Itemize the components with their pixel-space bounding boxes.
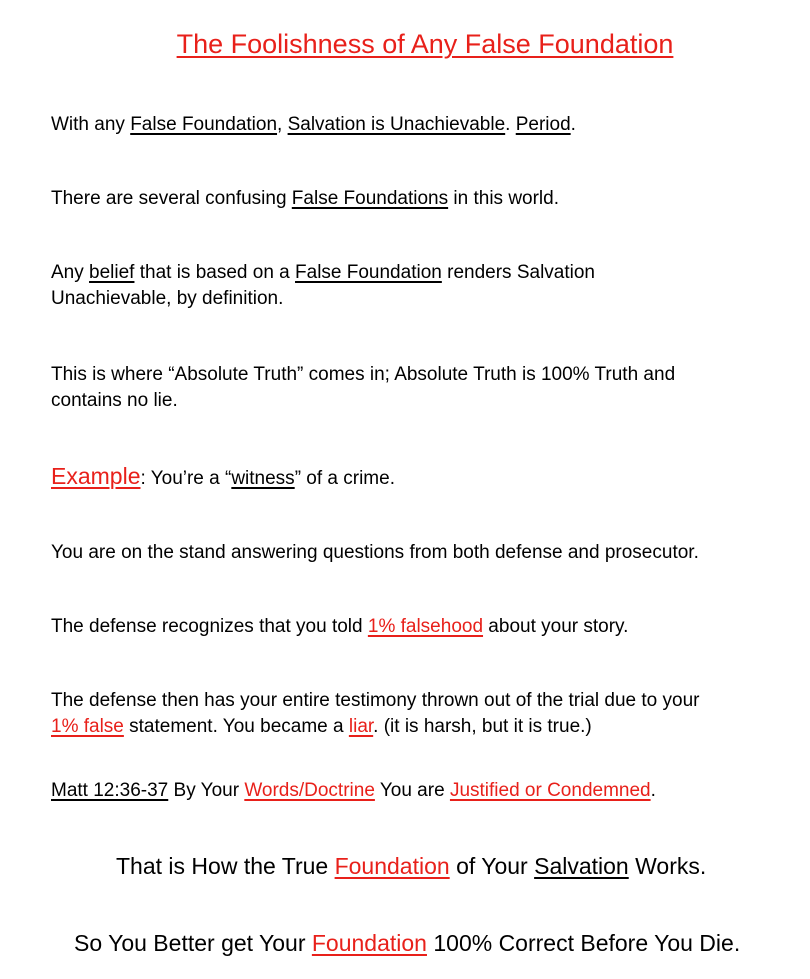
text-run: Any: [51, 262, 90, 283]
text-run: Works.: [628, 853, 707, 879]
red-underlined-phrase: liar: [348, 716, 374, 737]
text-run: By Your: [168, 780, 245, 801]
underlined-phrase: False Foundations: [291, 188, 449, 209]
page-title: The Foolishness of Any False Foundation: [176, 29, 674, 59]
underlined-phrase: Period: [515, 114, 571, 135]
text-run: renders Salvation: [441, 262, 595, 283]
text-run: .: [505, 114, 516, 135]
red-underlined-phrase: Foundation: [311, 930, 427, 956]
text-run: .: [570, 114, 576, 135]
paragraph-4: [51, 362, 675, 414]
text-run: Unachievable, by definition.: [51, 288, 284, 309]
text-run: You are: [374, 780, 450, 801]
paragraph-3: [51, 260, 595, 312]
text-run: The defense then has your entire testimony thrown out of the trial due to your: [51, 690, 700, 711]
paragraph-1: [51, 112, 576, 138]
paragraph-6: You are on the stand answering questions from both defense and prosecutor.: [51, 542, 699, 563]
red-underlined-phrase: Words/Doctrine: [244, 780, 375, 801]
underlined-phrase: False Foundation: [130, 114, 278, 135]
text-run: There are several confusing: [51, 188, 292, 209]
red-underlined-phrase: Foundation: [334, 853, 450, 879]
paragraph-11: [74, 930, 740, 957]
paragraph-8: [51, 688, 700, 740]
text-run: 100% Correct Before You Die.: [426, 930, 741, 956]
paragraph-9: [51, 778, 656, 804]
red-underlined-phrase: 1% falsehood: [367, 616, 484, 637]
text-run: That is How the True: [116, 853, 335, 879]
paragraph-10: [116, 853, 706, 880]
text-run: This is where “Absolute Truth” comes in; Absolute Truth is 100% Truth and: [51, 364, 676, 385]
text-run: . (it is harsh, but it is true.): [373, 716, 592, 737]
text-run: With any: [51, 114, 131, 135]
text-run: of Your: [449, 853, 535, 879]
red-underlined-phrase: 1% false: [51, 716, 124, 737]
underlined-phrase: Salvation: [534, 853, 629, 879]
text-run: .: [650, 780, 656, 801]
underlined-phrase: belief: [89, 262, 135, 283]
paragraph-5: [51, 463, 395, 492]
underlined-phrase: witness: [231, 468, 295, 489]
text-run: statement. You became a: [123, 716, 349, 737]
text-run: ,: [277, 114, 288, 135]
red-underlined-phrase: Justified or Condemned: [449, 780, 651, 801]
text-run: ” of a crime.: [294, 468, 395, 489]
text-run: contains no lie.: [51, 390, 178, 411]
text-run: So You Better get Your: [74, 930, 312, 956]
text-run: The defense recognizes that you told: [51, 616, 368, 637]
text-run: : You’re a “: [140, 468, 232, 489]
text-run: about your story.: [483, 616, 629, 637]
example-label: Example: [51, 463, 141, 489]
scripture-reference: Matt 12:36-37: [51, 780, 169, 801]
text-run: in this world.: [448, 188, 559, 209]
underlined-phrase: Salvation is Unachievable: [287, 114, 506, 135]
underlined-phrase: False Foundation: [295, 262, 442, 283]
text-run: that is based on a: [134, 262, 296, 283]
paragraph-2: [51, 186, 559, 212]
paragraph-7: [51, 614, 628, 640]
